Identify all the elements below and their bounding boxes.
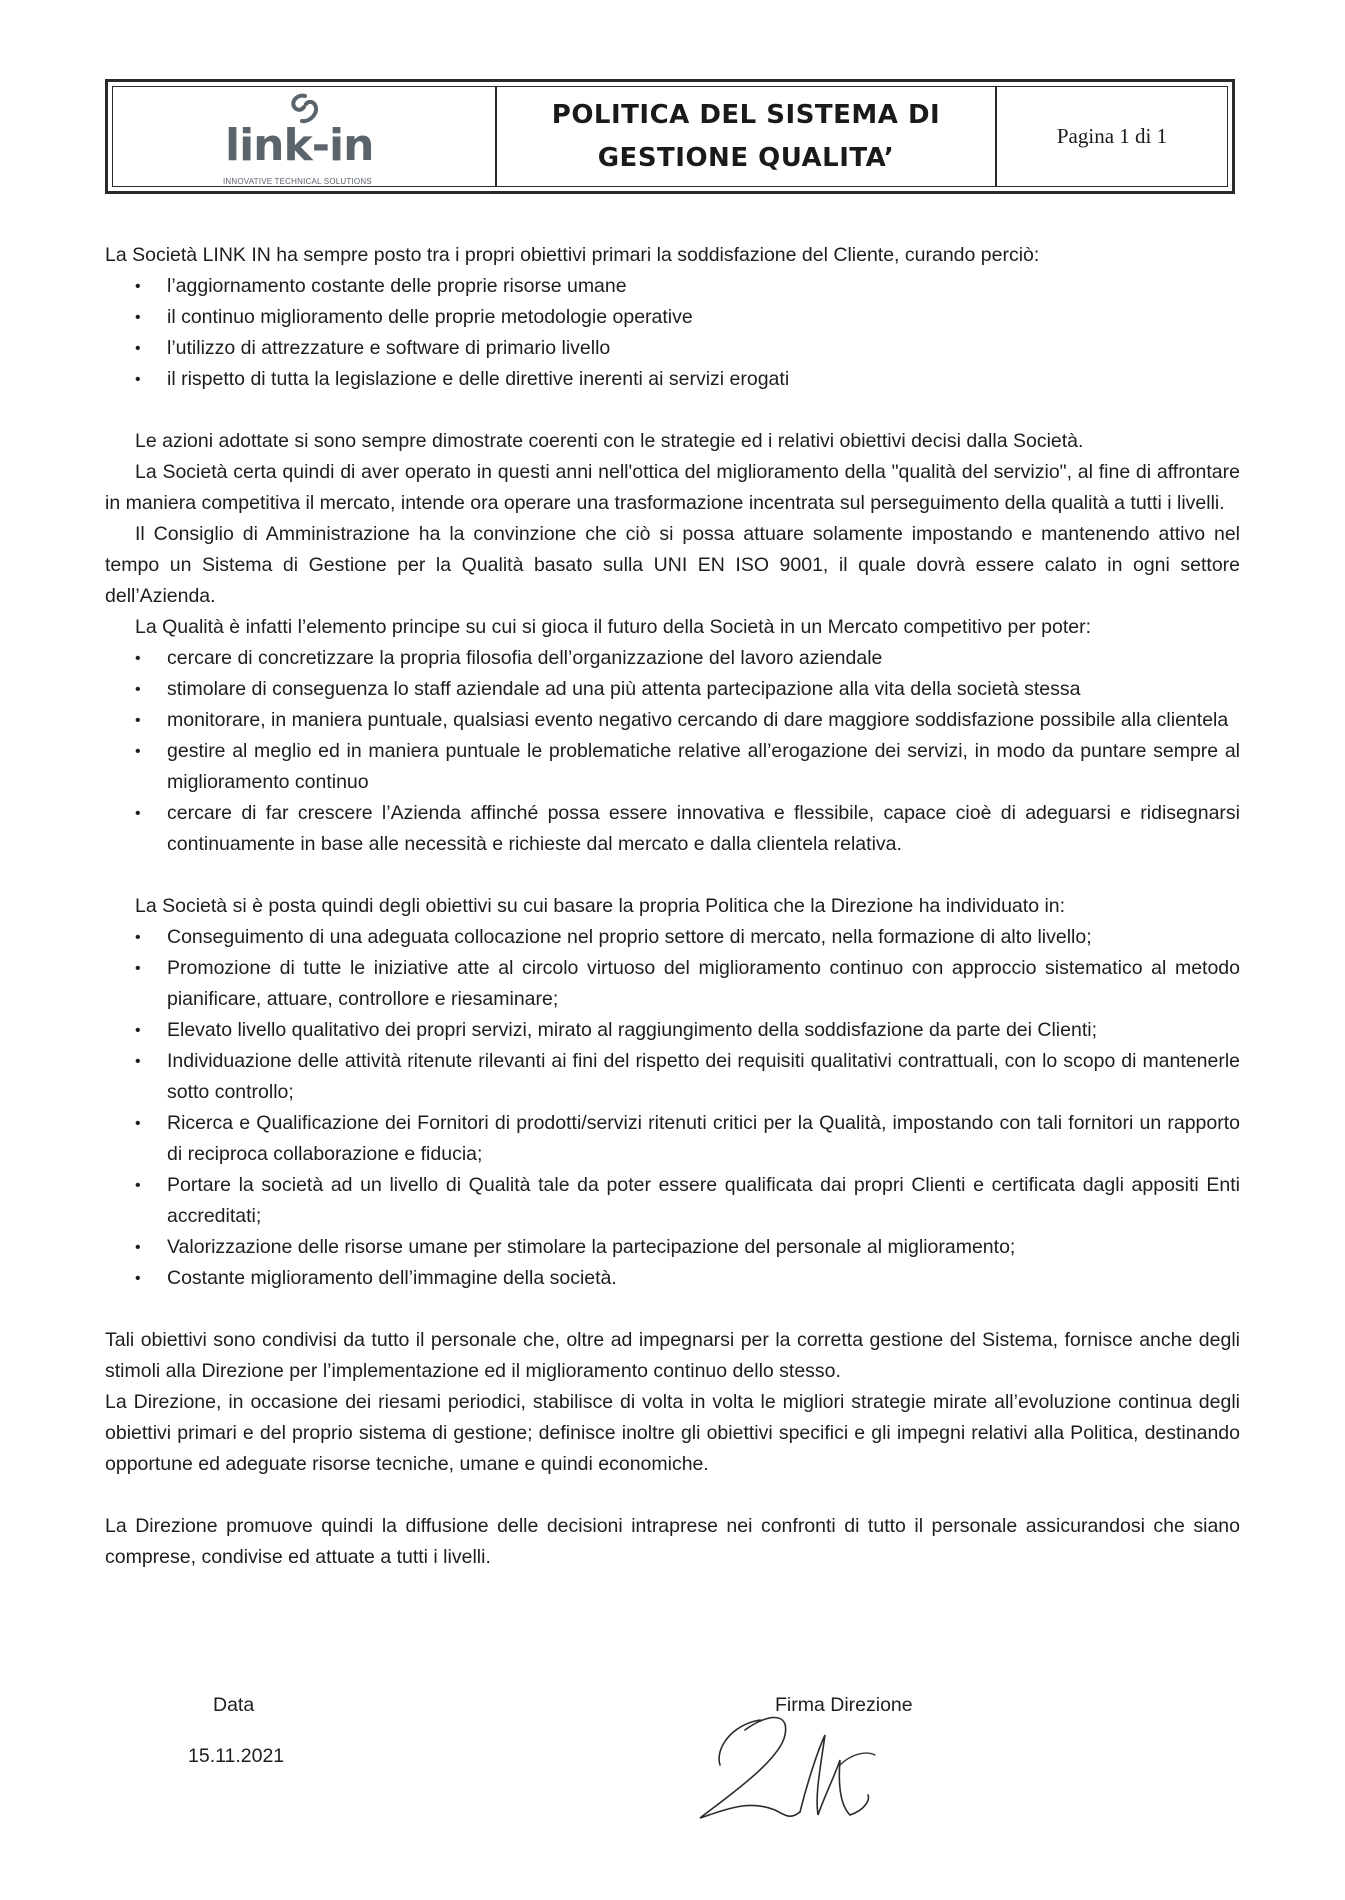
logo-cell [113, 87, 497, 186]
company-logo-wordmark: link-in [225, 120, 374, 171]
paragraph-dissemination: La Direzione promuove quindi la diffusione delle decisioni intraprese nei confronti di tutto il personale assicurandosi che siano comprese, condivise ed attuate a tutti i livelli. [105, 1515, 1240, 1568]
list-item: • cercare di concretizzare la propria filosofia dell’organizzazione del lavoro aziendale [105, 643, 1240, 674]
paragraph-actions: Le azioni adottate si sono sempre dimostrate coerenti con le strategie ed i relativi obiettivi decisi dalla Società. [135, 430, 1084, 452]
handwritten-signature-icon [690, 1700, 920, 1830]
spacer [105, 395, 1240, 426]
spacer [105, 860, 1240, 891]
paragraph-quality-service: La Società certa quindi di aver operato in questi anni nell'ottica del miglioramento della "qualità del servizio", al fine di affrontare in maniera competitiva il mercato, intende ora operare una trasformazione incentrata sul perseguimento della qualità a tutti i livelli. [105, 461, 1240, 514]
document-title [552, 94, 940, 180]
quality-bullet-list [105, 643, 1240, 860]
paragraph-board: Il Consiglio di Amministrazione ha la convinzione che ciò si possa attuare solamente impostando e mantenendo attivo nel tempo un Sistema di Gestione per la Qualità basato sulla UNI EN ISO 9001, il quale dovrà essere calato in ogni settore dell’Azienda. [105, 523, 1240, 607]
paragraph-periodic-review: La Direzione, in occasione dei riesami periodici, stabilisce di volta in volta le migliori strategie mirate all’evoluzione continua degli obiettivi primari e del proprio sistema di gestione; definisce inoltre gli obiettivi specifici e gli impegni relativi alla Politica, destinando opportune ed adeguate risorse tecniche, umane e quindi economiche. [105, 1391, 1240, 1475]
signature-label: Firma Direzione [775, 1694, 913, 1716]
list-item: • Individuazione delle attività ritenute rilevanti ai fini del rispetto dei requisiti qualitativi contrattuali, con lo scopo di mantenerle sotto controllo; [105, 1046, 1240, 1108]
title-cell [497, 87, 997, 186]
header-table [112, 86, 1228, 187]
list-item: • stimolare di conseguenza lo staff aziendale ad una più attenta partecipazione alla vita della società stessa [105, 674, 1240, 705]
list-item: • Promozione di tutte le iniziative atte al circolo virtuoso del miglioramento continuo con approccio sistematico al metodo pianificare, attuare, controllore e riesaminare; [105, 953, 1240, 1015]
date-label: Data [213, 1694, 255, 1716]
paragraph-shared-objectives: Tali obiettivi sono condivisi da tutto il personale che, oltre ad impegnarsi per la corretta gestione del Sistema, fornisce anche degli stimoli alla Direzione per l’implementazione ed il miglioramento continuo dello stesso. [105, 1329, 1240, 1382]
list-item: • Conseguimento di una adeguata collocazione nel proprio settore di mercato, nella formazione di alto livello; [105, 922, 1240, 953]
company-logo-tagline: INNOVATIVE TECHNICAL SOLUTIONS [223, 177, 372, 186]
title-line-1: POLITICA DEL SISTEMA DI [551, 99, 941, 130]
list-item: • l’aggiornamento costante delle proprie risorse umane [105, 271, 1240, 302]
list-item: • monitorare, in maniera puntuale, qualsiasi evento negativo cercando di dare maggiore soddisfazione possibile alla clientela [105, 705, 1240, 736]
objectives-bullet-list [105, 922, 1240, 1294]
list-item: • cercare di far crescere l’Azienda affinché possa essere innovativa e flessibile, capace cioè di adeguarsi e ridisegnarsi continuamente in base alle necessità e richieste dal mercato e dalla clientela relativa. [105, 798, 1240, 860]
paragraph-quality-principle: La Qualità è infatti l’elemento principe su cui si gioca il futuro della Società in un Mercato competitivo per poter: [135, 616, 1092, 638]
list-item: • Costante miglioramento dell’immagine della società. [105, 1263, 1240, 1294]
document-header [105, 79, 1235, 194]
list-item: • Elevato livello qualitativo dei propri servizi, mirato al raggiungimento della soddisfazione da parte dei Clienti; [105, 1015, 1240, 1046]
intro-paragraph: La Società LINK IN ha sempre posto tra i propri obiettivi primari la soddisfazione del Cliente, curando perciò: [105, 244, 1040, 266]
list-item: • Portare la società ad un livello di Qualità tale da poter essere qualificata dai propri Clienti e certificata dagli appositi Enti accreditati; [105, 1170, 1240, 1232]
list-item: • il rispetto di tutta la legislazione e delle direttive inerenti ai servizi erogati [105, 364, 1240, 395]
list-item: • gestire al meglio ed in maniera puntuale le problematiche relative all’erogazione dei servizi, in modo da puntare sempre al miglioramento continuo [105, 736, 1240, 798]
document-body [105, 240, 1240, 1573]
list-item: • il continuo miglioramento delle proprie metodologie operative [105, 302, 1240, 333]
paragraph-objectives-intro: La Società si è posta quindi degli obiettivi su cui basare la propria Politica che la Direzione ha individuato in: [135, 895, 1066, 917]
list-item: • l’utilizzo di attrezzature e software di primario livello [105, 333, 1240, 364]
title-line-2: GESTIONE QUALITA’ [597, 142, 895, 173]
spacer [105, 1294, 1240, 1325]
list-item: • Valorizzazione delle risorse umane per stimolare la partecipazione del personale al miglioramento; [105, 1232, 1240, 1263]
list-item: • Ricerca e Qualificazione dei Fornitori di prodotti/servizi ritenuti critici per la Qualità, impostando con tali fornitori un rapporto di reciproca collaborazione e fiducia; [105, 1108, 1240, 1170]
spacer [105, 1480, 1240, 1511]
page-number: Pagina 1 di 1 [1056, 124, 1168, 148]
intro-bullet-list [105, 271, 1240, 395]
date-value: 15.11.2021 [188, 1745, 285, 1767]
page-cell [997, 87, 1227, 186]
